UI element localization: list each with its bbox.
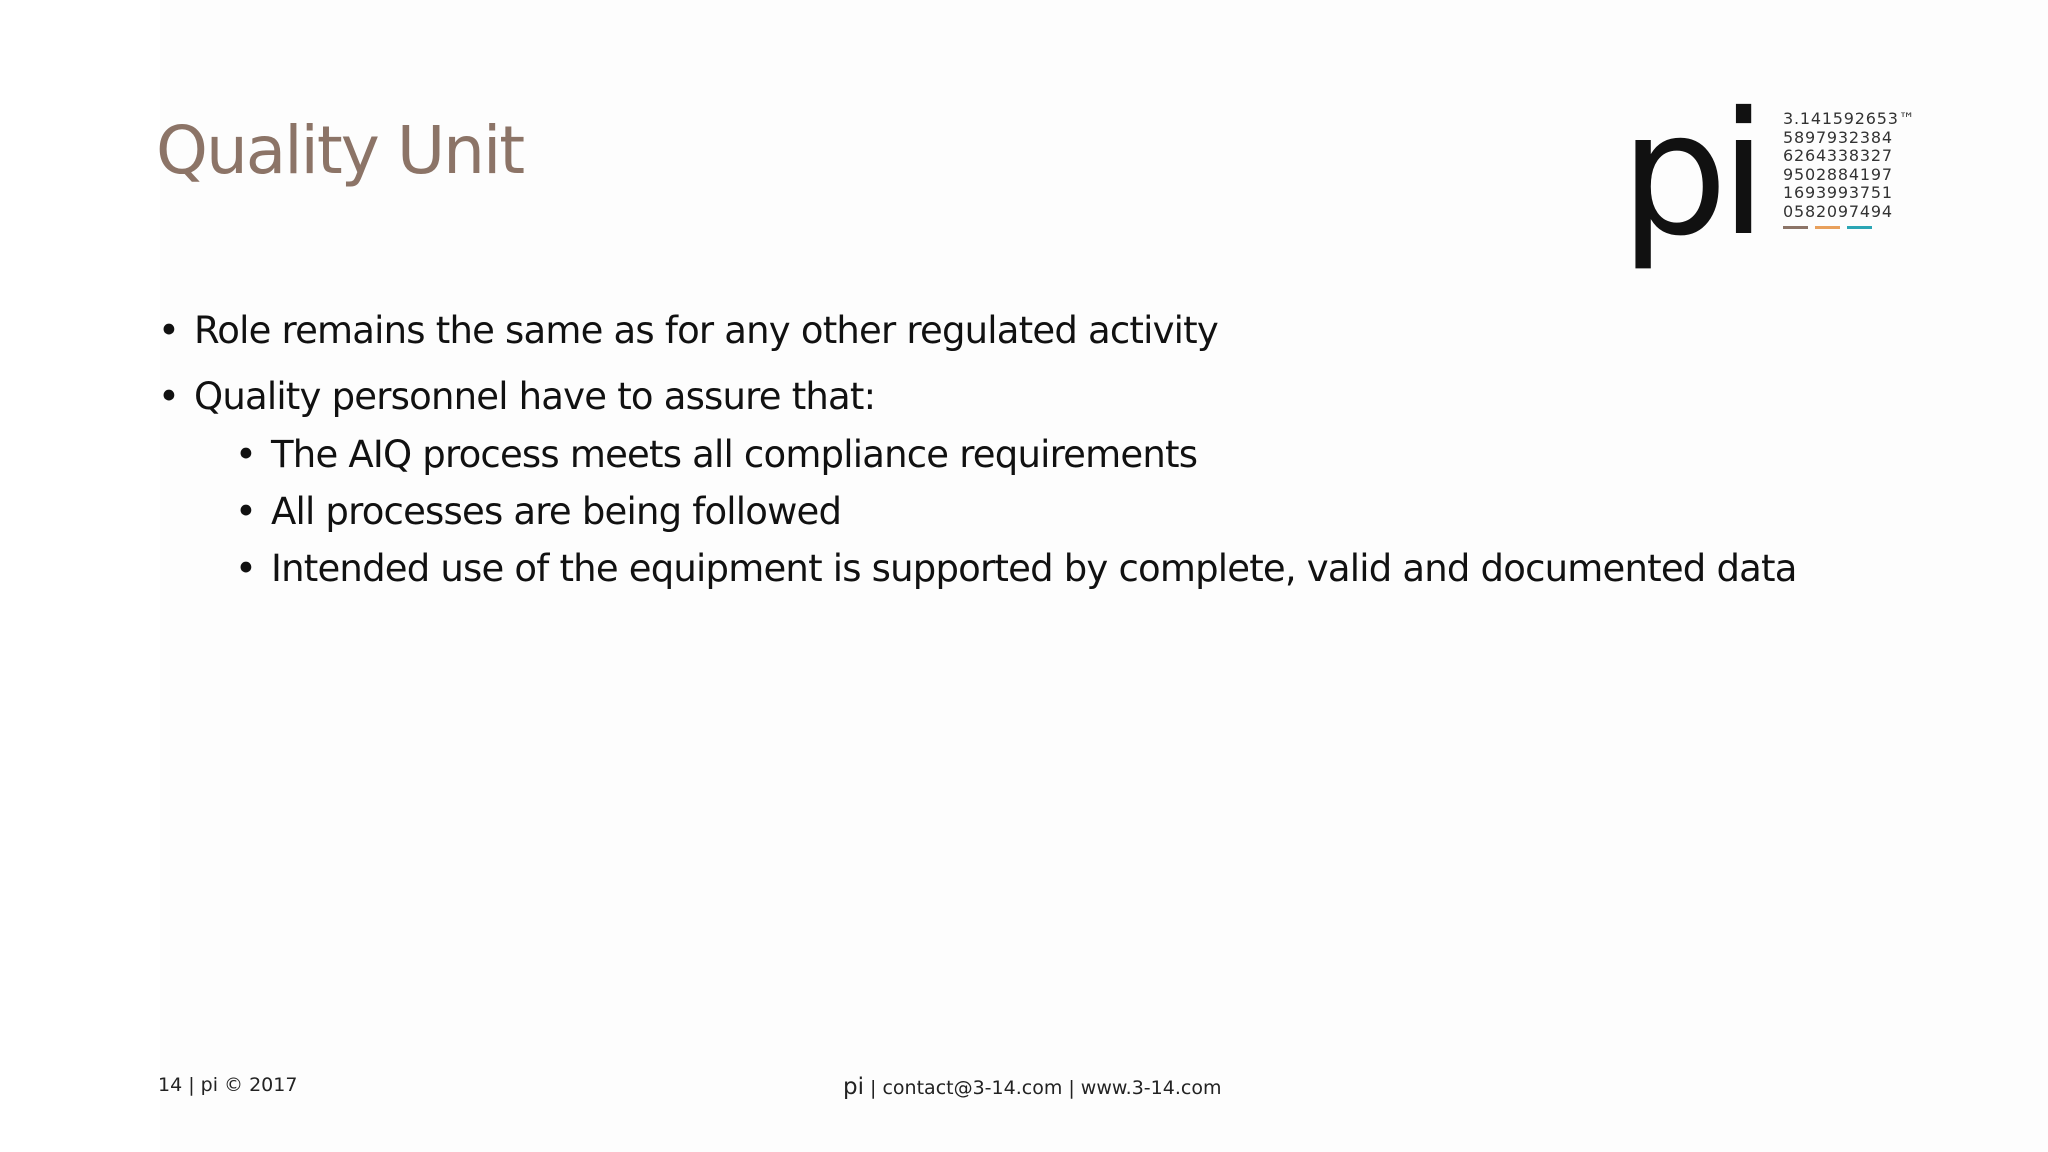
bullet-item: [158, 306, 1797, 356]
bullet-text: Quality personnel have to assure that:: [194, 375, 876, 418]
sub-bullet-item: • Intended use of the equipment is supported by complete, valid and documented data: [235, 540, 1797, 597]
logo-digit-line: 0582097494: [1783, 201, 1893, 221]
bullet-text: Role remains the same as for any other regulated activity: [194, 309, 1218, 352]
pi-logo: [1620, 76, 1920, 274]
bullet-list: [158, 306, 1797, 597]
logo-digit-line: 3.141592653™: [1783, 109, 1916, 128]
footer-contact-text: | contact@3-14.com | www.3-14.com: [870, 1077, 1222, 1099]
logo-digit-line: 1693993751: [1783, 183, 1893, 202]
footer-brand: pi: [843, 1074, 864, 1100]
footer-page-info: 14 | pi © 2017: [158, 1074, 298, 1096]
slide-title: Quality Unit: [156, 112, 524, 189]
sub-bullet-item: • The AIQ process meets all compliance requirements: [235, 426, 1797, 483]
logo-digit-line: 9502884197: [1783, 164, 1893, 184]
logo-bar-orange: [1815, 226, 1840, 229]
footer-contact: [843, 1074, 1221, 1100]
sub-bullet-item: • All processes are being followed: [235, 483, 1797, 540]
logo-pi-digits: [1783, 110, 1915, 221]
sub-bullet-list: [235, 426, 1797, 597]
logo-wordmark: pi: [1620, 76, 1760, 274]
logo-bar-teal: [1847, 226, 1872, 229]
logo-digit-line: 6264338327: [1783, 146, 1893, 165]
logo-digit-line: 5897932384: [1783, 127, 1893, 147]
logo-bar-brown: [1783, 226, 1808, 229]
bullet-item: [158, 372, 1797, 597]
